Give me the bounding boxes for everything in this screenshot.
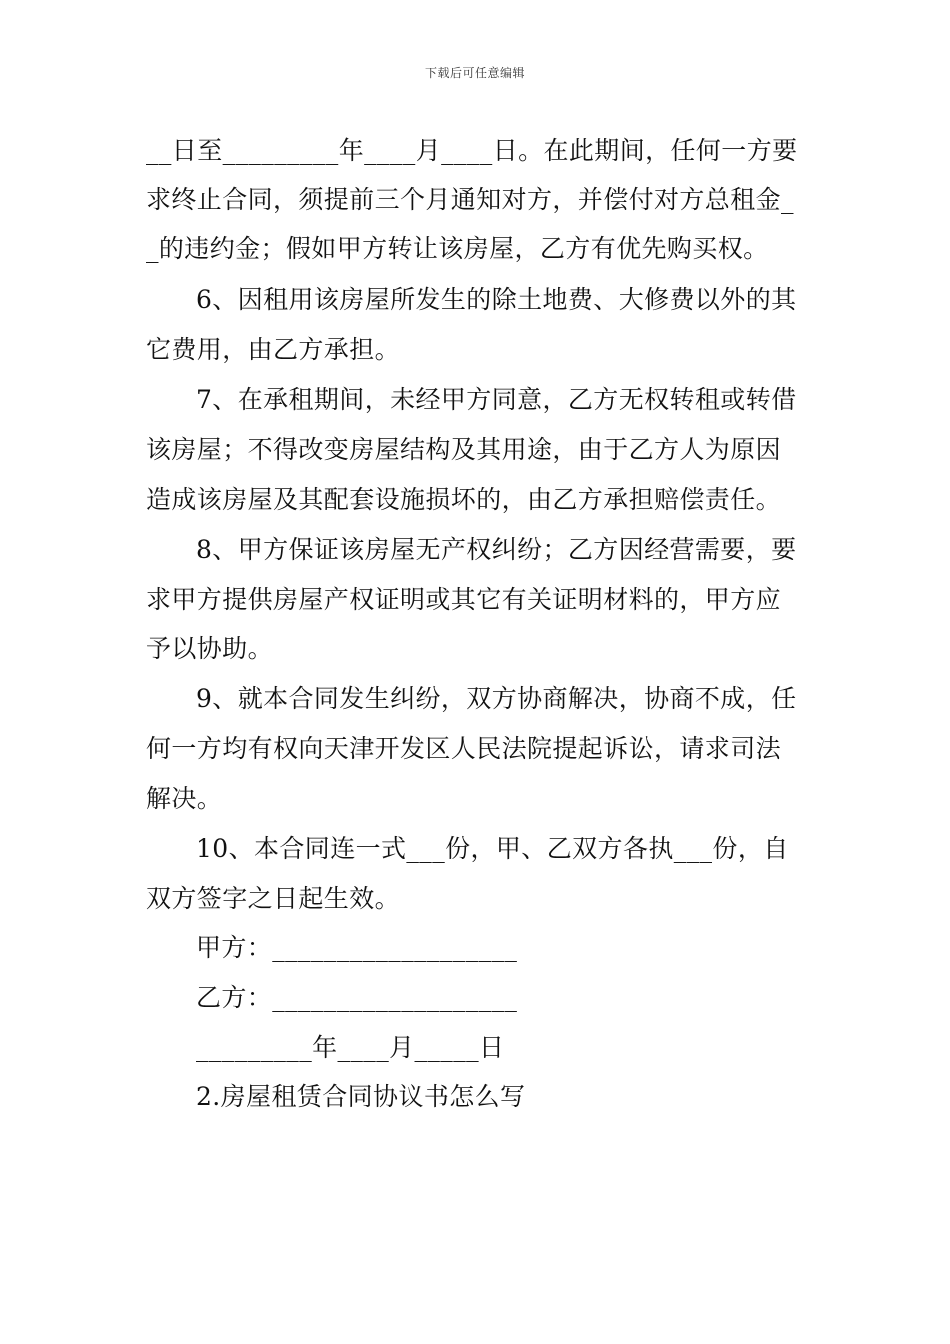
clause-9-line: 9、就本合同发生纠纷，双方协商解决，协商不成，任 [196,684,797,713]
text-line: __日至_________年____月____日。在此期间，任何一方要 [146,136,798,165]
date-line: _________年____月_____日 [196,1033,505,1062]
text-line: 求甲方提供房屋产权证明或其它有关证明材料的，甲方应 [146,585,782,614]
text-line: 解决。 [146,784,223,813]
text-line: 予以协助。 [146,634,274,663]
clause-10-line: 10、本合同连一式___份，甲、乙双方各执___份，自 [196,834,789,863]
text-line: 何一方均有权向天津开发区人民法院提起诉讼，请求司法 [146,734,782,763]
text-line: 双方签字之日起生效。 [146,884,401,913]
clause-8-line: 8、甲方保证该房屋无产权纠纷；乙方因经营需要，要 [196,535,797,564]
text-line: _的违约金；假如甲方转让该房屋，乙方有优先购买权。 [146,234,769,263]
header-note: 下载后可任意编辑 [424,66,525,80]
text-line: 该房屋；不得改变房屋结构及其用途，由于乙方人为原因 [146,435,782,464]
text-line: 求终止合同，须提前三个月通知对方，并偿付对方总租金_ [146,185,794,214]
text-line: 它费用，由乙方承担。 [146,335,401,364]
clause-6-line: 6、因租用该房屋所发生的除土地费、大修费以外的其 [196,285,797,314]
party-a-signature-line: 甲方：___________________ [196,933,518,962]
section-heading: 2.房屋租赁合同协议书怎么写 [196,1082,526,1111]
text-line: 造成该房屋及其配套设施损坏的，由乙方承担赔偿责任。 [146,485,782,514]
clause-7-line: 7、在承租期间，未经甲方同意，乙方无权转租或转借 [196,385,797,414]
party-b-signature-line: 乙方：___________________ [196,983,518,1012]
